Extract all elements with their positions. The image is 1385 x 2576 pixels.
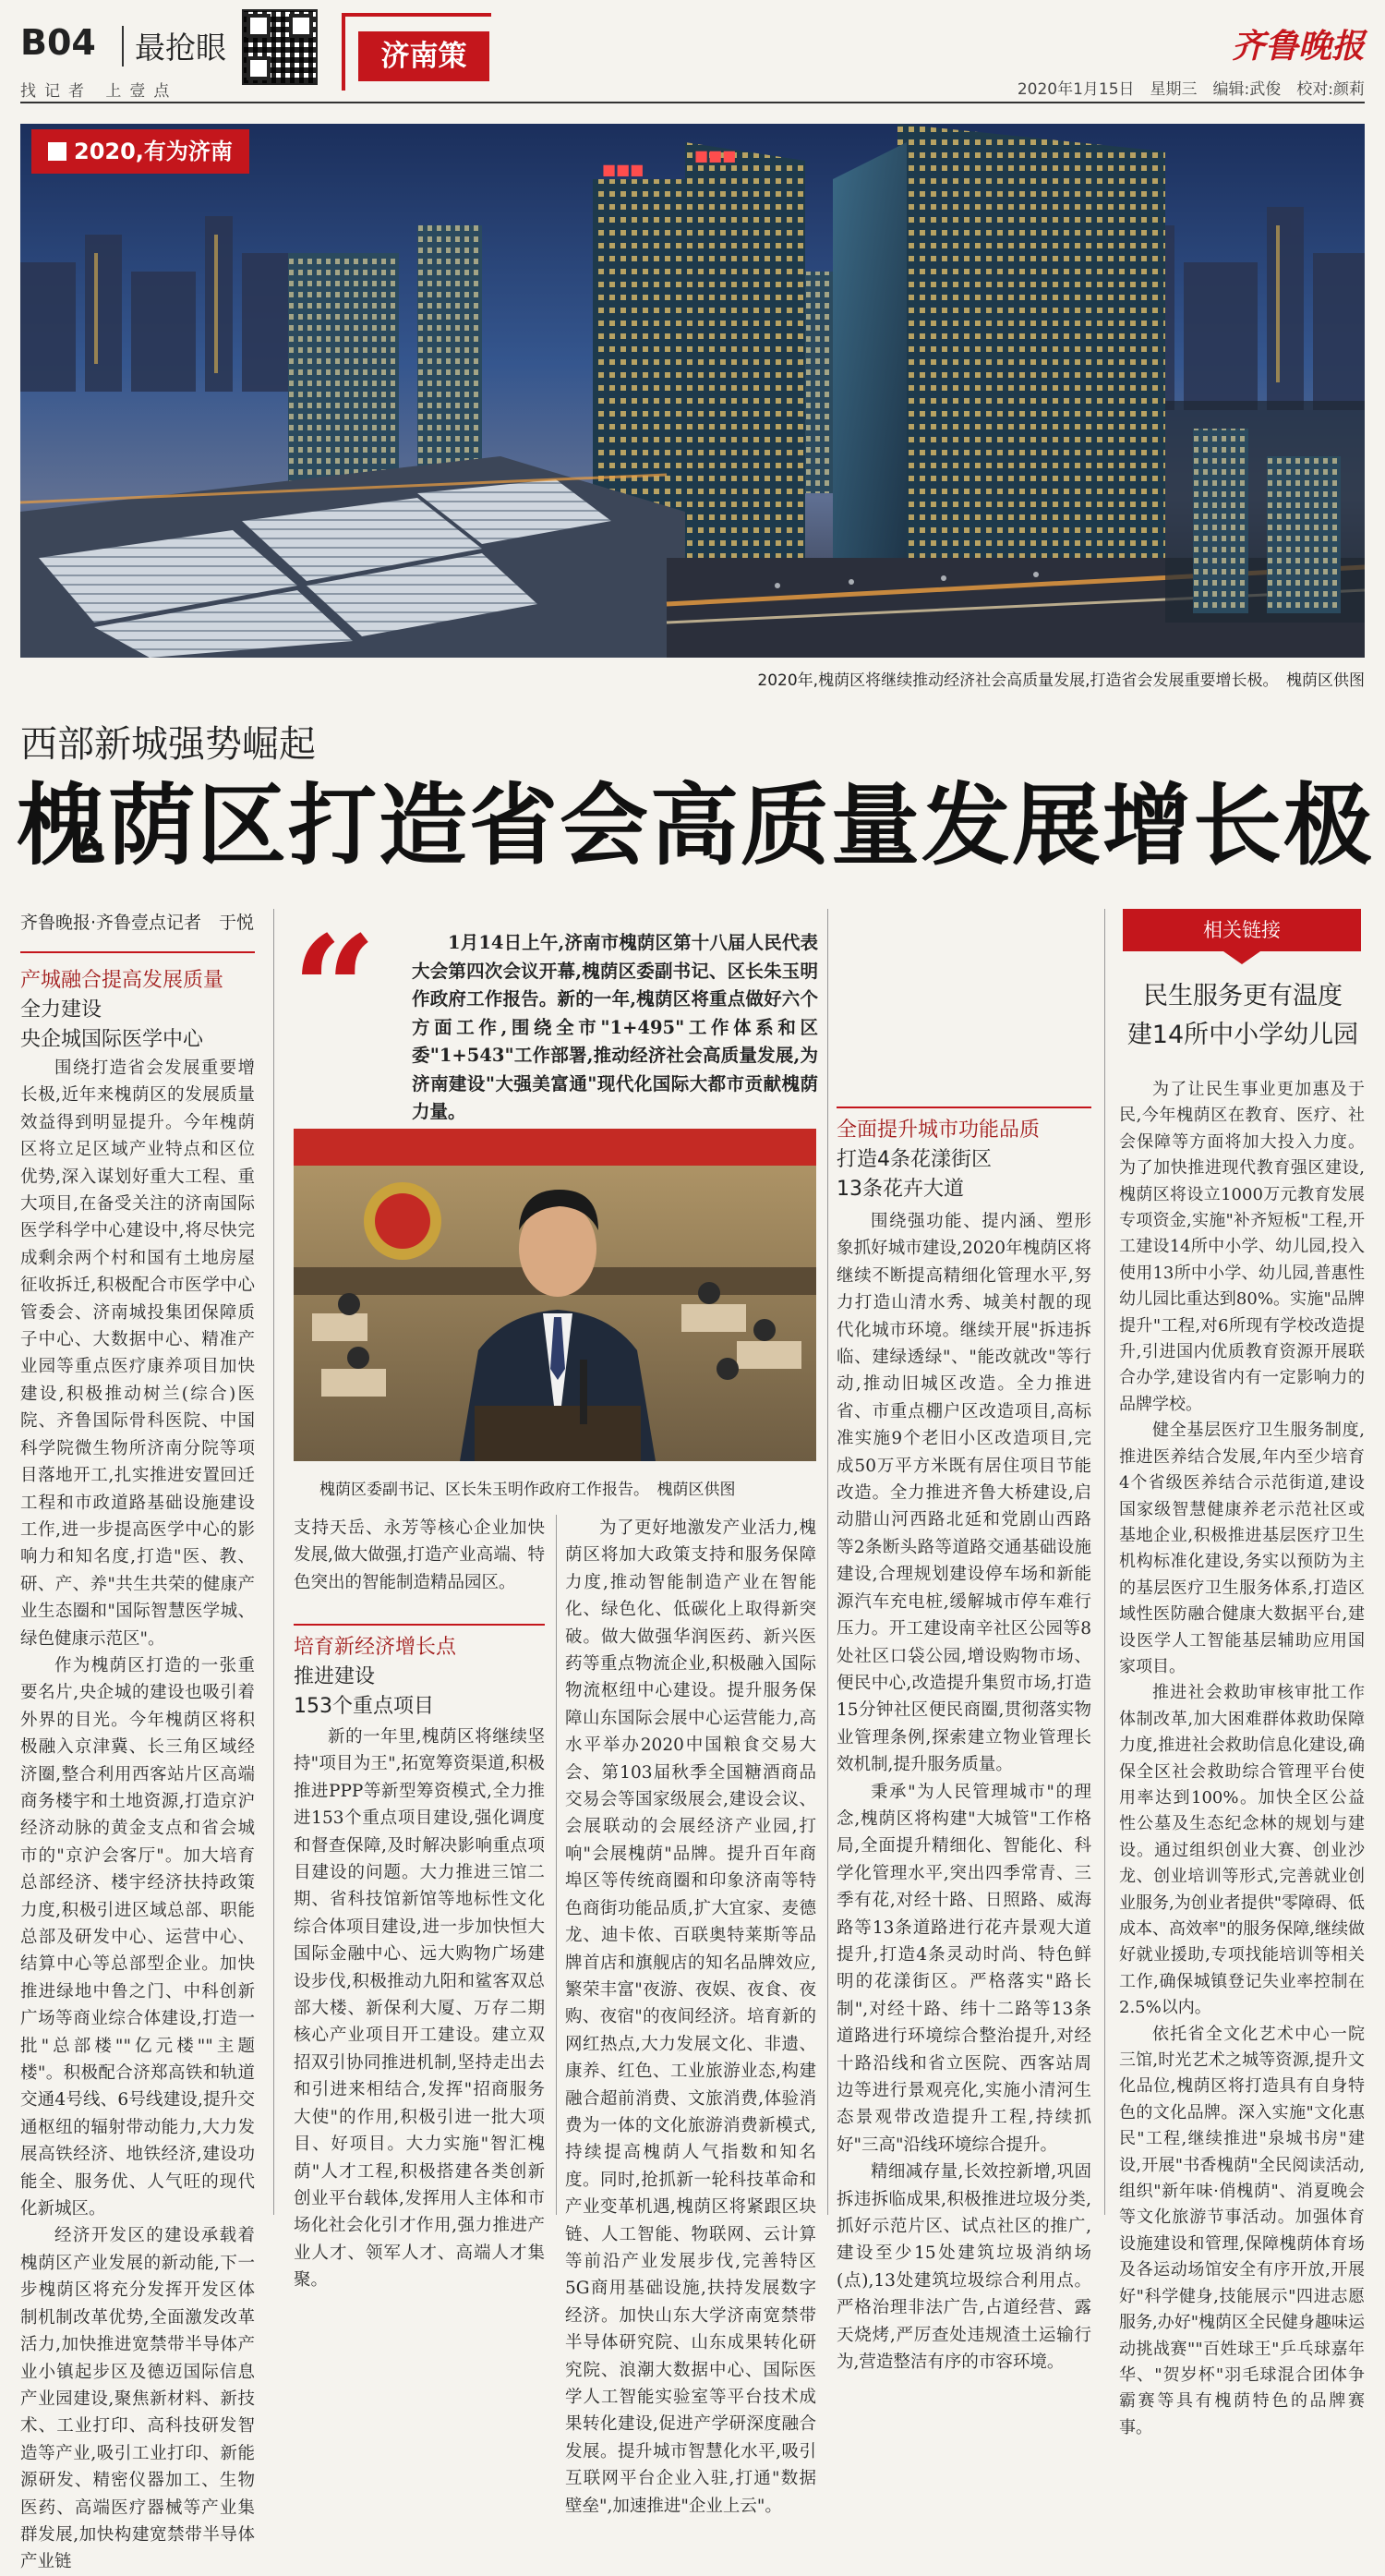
section-rule bbox=[20, 951, 255, 953]
column-rule bbox=[827, 909, 828, 2215]
lead-paragraph: 1月14日上午,济南市槐荫区第十八届人民代表大会第四次会议开幕,槐荫区委副书记、区长朱玉明作政府工作报告。新的一年,槐荫区将重点做好六个方面工作,围绕全市"1+495"工作体系和区委"1+543"工作部署,推动经济社会高质量发展,为济南建设"大强美富通"现代化国际大都市贡献槐荫力量。 bbox=[412, 932, 818, 1122]
city-skyline-photo bbox=[20, 124, 1365, 658]
newspaper-logo: 齐鲁晚报 bbox=[1231, 27, 1365, 66]
paragraph: 围绕强功能、提内涵、塑形象抓好城市建设,2020年槐荫区将继续不断提高精细化管理水平,努力打造山清水秀、城美村靓的现代化城市环境。继续开展"拆违拆临、建绿透绿"、"能改就改"等行动,推动旧城区改造。全力推进省、市重点棚户区改造项目,高标准实施9个老旧小区改造项目,完成50万平方米既有居住项目节能改造。全力推进齐鲁大桥建设,启动腊山河西路北延和党剧山西路等2条断头路等道路交通基础设施建设,合理规划建设停车场和新能源汽车充电桩,缓解城市停车难行压力。开工建设南辛社区公园等8处社区口袋公园,增设购物市场、便民中心,改造提升集贸市场,打造15分钟社区便民商圈,贯彻落实物业管理条例,探索建立物业管理长效机制,提升服务质量。 bbox=[837, 1212, 1091, 1775]
article-column-1 bbox=[20, 1055, 255, 2576]
byline: 齐鲁晚报·齐鲁壹点记者 于悦 bbox=[20, 913, 255, 933]
column-rule bbox=[1104, 909, 1105, 2215]
section-subtitle: 打造4条花漾街区 bbox=[837, 1148, 992, 1171]
photo-banner-text: 2020,有为济南 bbox=[74, 139, 233, 164]
section-subtitle: 推进建设 bbox=[294, 1665, 376, 1688]
section-title: 产城融合提高发展质量 bbox=[20, 969, 224, 992]
paragraph: 健全基层医疗卫生服务制度,推进医养结合发展,年内至少培育4个省级医养结合示范街道,建设国家级智慧健康养老示范社区或基地企业,积极推进基层医疗卫生机构标准化建设,务实以预防为主的基层医疗卫生服务体系,打造区域性医防融合健康大数据平台,建设医学人工智能基层辅助应用国家项目。 bbox=[1119, 1421, 1365, 1676]
section-subtitle: 13条花卉大道 bbox=[837, 1178, 964, 1201]
paragraph: 推进社会救助审核审批工作体制改革,加大困难群体救助保障力度,推进社会救助信息化建设,确保全区社会救助综合管理平台使用率达到100%。加快全区公益性公墓及生态纪念林的规划与建设。通过组织创业大赛、创业沙龙、创业培训等形式,完善就业创业服务,为创业者提供"零障碍、低成本、高效率"的服务保障,继续做好就业援助,专项找能培训等相关工作,确保城镇登记失业率控制在2.5%以内。 bbox=[1119, 1683, 1365, 2018]
article-column-2 bbox=[294, 1723, 545, 2294]
page-code: B04 bbox=[20, 22, 96, 63]
qr-code-icon[interactable] bbox=[242, 9, 318, 85]
section-subtitle: 全力建设 bbox=[20, 998, 102, 1022]
tag-pointer bbox=[1223, 951, 1260, 964]
column-rule bbox=[556, 1515, 557, 2215]
paragraph: 支持天岳、永芳等核心企业加快发展,做大做强,打造产业高端、特色突出的智能制造精品园区。 bbox=[294, 1518, 545, 1592]
paragraph: 秉承"为人民管理城市"的理念,槐荫区将构建"大城管"工作格局,全面提升精细化、智能化、科学化管理水平,突出四季常青、三季有花,对经十路、日照路、威海路等13条道路进行花卉景观大道提升,打造4条灵动时尚、特色鲜明的花漾街区。严格落实"路长制",对经十路、纬十二路等13条道路进行环境综合整治提升,对经十路沿线和省立医院、西客站周边等进行景观亮化,实施小清河生态景观带改造提升工程,持续抓好"三高"沿线环境综合提升。 bbox=[837, 1782, 1091, 2155]
sidebar-body bbox=[1119, 1077, 1365, 2441]
mayor-speech-photo bbox=[294, 1129, 816, 1461]
section-subtitle: 153个重点项目 bbox=[294, 1695, 434, 1718]
issue-meta: 2020年1月15日 星期三 编辑:武俊 校对:颜莉 bbox=[1017, 80, 1365, 99]
paragraph: 新的一年里,槐荫区将继续坚持"项目为王",拓宽筹资渠道,积极推进PPP等新型筹资模式,全力推进153个重点项目建设,强化调度和督查保障,及时解决影响重点项目建设的问题。大力推进三馆二期、省科技馆新馆等地标性文化综合体项目建设,进一步加快恒大国际金融中心、远大购物广场建设步伐,积极推动九阳和鲨客双总部大楼、新保利大厦、万存二期核心产业项目开工建设。建立双招双引协同推进机制,坚持走出去和引进来相结合,发挥"招商服务大使"的作用,积极引进一批大项目、好项目。大力实施"智汇槐荫"人才工程,积极搭建各类创新创业平台载体,发挥用人主体和市场化社会化引才作用,强力推进产业人才、领军人才、高端人才集聚。 bbox=[294, 1727, 545, 2291]
square-bullet-icon bbox=[48, 142, 66, 161]
section-title: 培育新经济增长点 bbox=[294, 1636, 457, 1659]
section-title: 全面提升城市功能品质 bbox=[837, 1119, 1041, 1142]
paragraph: 为了让民生事业更加惠及于民,今年槐荫区在教育、医疗、社会保障等方面将加大投入力度。为了加快推进现代教育强区建设,槐荫区将设立1000万元教育发展专项资金,实施"补齐短板"工程,开工建设14所中小学、幼儿园,投入使用13所中小学、幼儿园,普惠性幼儿园比重达到80%。实施"品牌提升"工程,对6所现有学校改造提升,引进国内优质教育资源开展联合办学,建设省内有一定影响力的品牌学校。 bbox=[1119, 1080, 1365, 1414]
svg-text:■■■: ■■■ bbox=[602, 161, 644, 178]
photo-caption: 槐荫区委副书记、区长朱玉明作政府工作报告。 槐荫区供图 bbox=[319, 1481, 736, 1499]
column-rule bbox=[273, 909, 274, 2215]
section-heading-3 bbox=[837, 1116, 1091, 1204]
paragraph: 作为槐荫区打造的一张重要名片,央企城的建设也吸引着外界的目光。今年槐荫区将积极融入京津冀、长三角区域经济圈,整合利用西客站片区高端商务楼宇和土地资源,打造京沪经济动脉的黄金支点和省会城市的"京沪会客厅"。加大培育总部经济、楼宇经济扶持政策力度,积极引进区域总部、职能总部及研发中心、运营中心、结算中心等总部型企业。加快推进绿地中鲁之门、中科创新广场等商业综合体建设,打造一批"总部楼""亿元楼""主题楼"。积极配合济郑高铁和轨道交通4号线、6号线建设,提升交通枢纽的辐射带动能力,大力发展高铁经济、地铁经济,建设功能全、服务优、人气旺的现代化新城区。 bbox=[20, 1655, 255, 2219]
sidebar-title-line: 民生服务更有温度 bbox=[1143, 982, 1343, 1010]
paragraph: 依托省全文化艺术中心一院三馆,时光艺术之城等资源,提升文化品位,槐荫区将打造具有自身特色的文化品牌。深入实施"文化惠民"工程,继续推进"泉城书房"建设,开展"书香槐荫"全民阅读活动,组织"新年味·俏槐荫"、消夏晚会等文化旅游节事活动。加强体育设施建设和管理,保障槐荫体育场及各运动场馆安全有序开放,开展好"科学健身,技能展示"四进志愿服务,办好"槐荫区全民健身趣味运动挑战赛""百姓球王"乒乓球嘉年华、"贺岁杯"羽毛球混合团体争霸赛等具有槐荫特色的品牌赛事。 bbox=[1119, 2024, 1365, 2437]
section-name: 最抢眼 bbox=[135, 30, 226, 66]
paragraph: 为了更好地激发产业活力,槐荫区将加大政策支持和服务保障力度,推动智能制造产业在智能化、绿色化、低碳化上取得新突破。做大做强华润医药、新兴医药等重点物流企业,积极融入国际物流枢纽中心建设。提升服务保障山东国际会展中心运营能力,高水平举办2020中国粮食交易大会、第103届秋季全国糖酒商品交易会等国家级展会,建设会议、会展联动的会展经济产业园,打响"会展槐荫"品牌。提升百年商埠区等传统商圈和印象济南等特色商街功能品质,扩大宜家、麦德龙、迪卡侬、百联奥特莱斯等品牌首店和旗舰店的知名品牌效应,繁荣丰富"夜游、夜娱、夜食、夜购、夜宿"的夜间经济。培育新的网红热点,大力发展文化、非遗、康养、红色、工业旅游业态,构建融合超前消费、文旅消费,体验消费为一体的文化旅游消费新模式,持续提高槐荫人气指数和知名度。同时,抢抓新一轮科技革命和产业变革机遇,槐荫区将紧跟区块链、人工智能、物联网、云计算等前沿产业发展步伐,完善特区5G商用基础设施,扶持发展数字经济。加快山东大学济南宽禁带半导体研究院、山东成果转化研究院、浪潮大数据中心、国际医学人工智能实验室等平台技术成果转化建设,促进产学研深度融合发展。提升城市智慧化水平,吸引互联网平台企业入驻,打通"数据壁垒",加速推进"企业上云"。 bbox=[565, 1518, 816, 2516]
sidebar-headline bbox=[1114, 977, 1372, 1055]
paragraph: 围绕打造省会发展重要增长极,近年来槐荫区的发展质量效益得到明显提升。今年槐荫区将立足区域产业特点和区位优势,深入谋划好重大工程、重大项目,在备受关注的济南国际医学科学中心建设中,将尽快完成剩余两个村和国有土地房屋征收拆迁,积极配合市医学中心管委会、济南城投集团保障质子中心、大数据中心、精准产业园等重点医疗康养项目加快建设,积极推动树兰(综合)医院、齐鲁国际骨科医院、中国科学院微生物所济南分院等项目落地开工,扎实推进安置回迁工程和市政道路基础设施建设工作,进一步提高医学中心的影响力和知名度,打造"医、教、研、产、养"共生共荣的健康产业生态圈和"国际智慧医学城、绿色健康示范区"。 bbox=[20, 1058, 255, 1649]
section-heading-1 bbox=[20, 966, 255, 1055]
photo-banner bbox=[31, 129, 249, 174]
header-tagline: 找记者 上壹点 bbox=[20, 82, 178, 101]
article-column-4 bbox=[837, 1208, 1091, 2376]
section-rule bbox=[837, 1107, 1091, 1108]
svg-text:■■■: ■■■ bbox=[694, 147, 737, 164]
article-column-3 bbox=[565, 1515, 816, 2520]
section-rule bbox=[294, 1624, 545, 1626]
sidebar-title-line: 建14所中小学幼儿园 bbox=[1126, 1021, 1359, 1049]
section-heading-2 bbox=[294, 1633, 545, 1722]
paragraph: 精细减存量,长效控新增,巩固拆违拆临成果,积极推进垃圾分类,抓好示范片区、试点社区的推广,建设至少15处建筑垃圾消纳场(点),13处建筑垃圾综合利用点。严格治理非法广告,占道经营、露天烧烤,严厉查处违规渣土运输行为,营造整洁有序的市容环境。 bbox=[837, 2162, 1091, 2373]
main-headline: 槐荫区打造省会高质量发展增长极 bbox=[17, 774, 1374, 877]
quote-mark-icon: “ bbox=[292, 903, 378, 1077]
headline-kicker: 西部新城强势崛起 bbox=[20, 723, 316, 766]
related-link-tag[interactable]: 相关链接 bbox=[1123, 909, 1361, 951]
section-subtitle: 央企城国际医学中心 bbox=[20, 1028, 204, 1051]
paragraph: 经济开发区的建设承载着槐荫区产业发展的新动能,下一步槐荫区将充分发挥开发区体制机制改革优势,全面激发改革活力,加快推进宽禁带半导体产业小镇起步区及德迈国际信息产业园建设,聚焦新材料、新技术、工业打印、高科技研发智造等产业,吸引工业打印、新能源研发、精密仪器加工、生物医药、高端医疗器械等产业集群发展,加快构建宽禁带半导体产业链 bbox=[20, 2226, 255, 2572]
column-badge: 济南策 bbox=[358, 31, 489, 81]
header-rule bbox=[20, 102, 1365, 103]
header-divider bbox=[122, 26, 124, 67]
photo-caption: 2020年,槐荫区将继续推动经济社会高质量发展,打造省会发展重要增长极。 槐荫区供图 bbox=[757, 671, 1365, 690]
article-column-2-top bbox=[294, 1515, 545, 1596]
